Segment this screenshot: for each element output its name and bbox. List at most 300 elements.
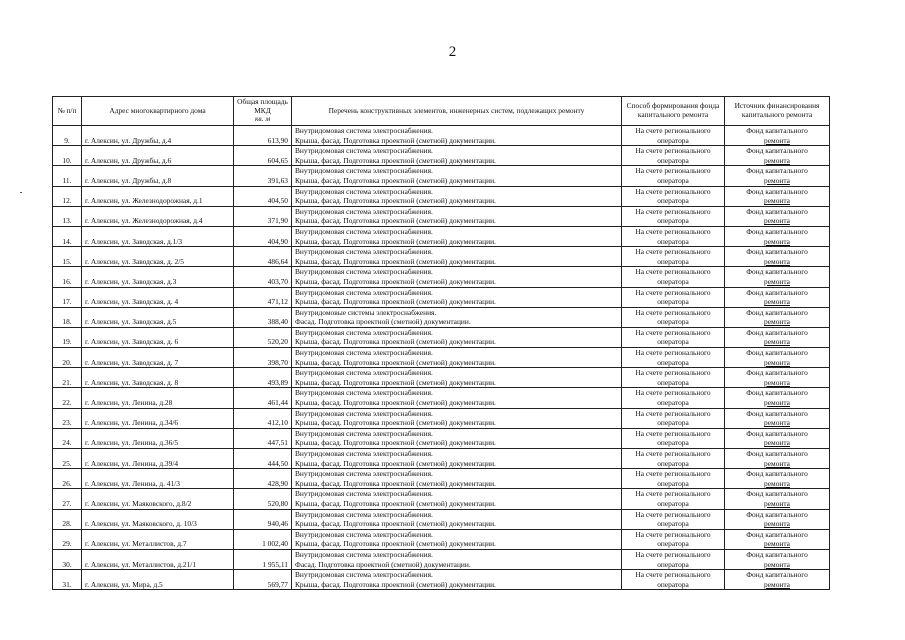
row-source bbox=[725, 509, 830, 529]
row-source bbox=[725, 327, 830, 347]
row-method bbox=[622, 529, 725, 549]
row-work-line-2: Крыша, фасад. Подготовка проектной (сметной) документации. bbox=[295, 478, 496, 488]
header-area-label: Общая площадь МКД bbox=[237, 97, 288, 115]
row-source bbox=[725, 287, 830, 307]
row-work-line-2: Фасад. Подготовка проектной (сметной) документации. bbox=[295, 559, 471, 569]
row-source bbox=[725, 186, 830, 206]
row-source-line-1: Фонд капитального bbox=[746, 327, 808, 337]
row-works bbox=[292, 327, 622, 347]
row-source bbox=[725, 166, 830, 186]
row-work-line-2: Крыша, фасад. Подготовка проектной (сметной) документации. bbox=[295, 337, 496, 347]
table-row bbox=[53, 146, 830, 166]
header-address: Адрес многоквартирного дома bbox=[82, 97, 234, 126]
row-method-line-1: На счете регионального bbox=[635, 408, 711, 418]
row-address: г. Алексин, ул. Заводская, д. 7 bbox=[82, 348, 234, 368]
row-work-line-1: Внутридомовая система электроснабжения. bbox=[295, 449, 433, 458]
row-works bbox=[292, 247, 622, 267]
row-source bbox=[725, 307, 830, 327]
row-work-line-1: Внутридомовая система электроснабжения. bbox=[295, 226, 433, 236]
row-address: г. Алексин, ул. Маяковского, д. 10/3 bbox=[82, 509, 234, 529]
row-source-line-2: ремонта bbox=[764, 175, 790, 185]
row-method bbox=[622, 408, 725, 428]
row-address: г. Алексин, ул. Заводская, д.1/3 bbox=[82, 226, 234, 246]
row-method bbox=[622, 226, 725, 246]
table-row bbox=[53, 348, 830, 368]
row-source-line-1: Фонд капитального bbox=[746, 166, 808, 176]
row-number: 31. bbox=[53, 570, 82, 590]
row-address: г. Алексин, ул. Ленина, д.39/4 bbox=[82, 449, 234, 469]
row-source-line-2: ремонта bbox=[764, 216, 790, 226]
row-area: 461,44 bbox=[234, 388, 292, 408]
row-address: г. Алексин, ул. Дружбы, д.6 bbox=[82, 146, 234, 166]
row-address: г. Алексин, ул. Заводская, д. 2/5 bbox=[82, 247, 234, 267]
row-source-line-2: ремонта bbox=[764, 478, 790, 488]
row-source-line-1: Фонд капитального bbox=[746, 267, 808, 277]
header-works: Перечень конструктивных элементов, инженерных систем, подлежащих ремонту bbox=[292, 97, 622, 126]
row-source bbox=[725, 267, 830, 287]
row-method-line-2: оператора bbox=[657, 135, 689, 145]
row-method-line-2: оператора bbox=[657, 559, 689, 569]
row-address: г. Алексин, ул. Железнодорожная, д.1 bbox=[82, 186, 234, 206]
row-method-line-2: оператора bbox=[657, 377, 689, 387]
row-number: 25. bbox=[53, 449, 82, 469]
row-works bbox=[292, 186, 622, 206]
row-method-line-1: На счете регионального bbox=[635, 247, 711, 257]
row-source bbox=[725, 408, 830, 428]
row-method bbox=[622, 469, 725, 489]
row-source bbox=[725, 489, 830, 509]
row-work-line-1: Внутридомовая система электроснабжения. bbox=[295, 570, 433, 580]
table-row bbox=[53, 529, 830, 549]
table-row bbox=[53, 428, 830, 448]
row-method bbox=[622, 166, 725, 186]
row-number: 29. bbox=[53, 529, 82, 549]
row-source-line-2: ремонта bbox=[764, 519, 790, 529]
row-area: 404,90 bbox=[234, 226, 292, 246]
row-work-line-2: Крыша, фасад. Подготовка проектной (сметной) документации. bbox=[295, 377, 496, 387]
row-work-line-1: Внутридомовая система электроснабжения. bbox=[295, 327, 433, 337]
table-row bbox=[53, 408, 830, 428]
row-number: 30. bbox=[53, 549, 82, 569]
row-area: 520,80 bbox=[234, 489, 292, 509]
row-method bbox=[622, 287, 725, 307]
row-source-line-2: ремонта bbox=[764, 196, 790, 206]
row-method-line-2: оператора bbox=[657, 297, 689, 307]
row-source bbox=[725, 549, 830, 569]
row-method-line-2: оператора bbox=[657, 256, 689, 266]
row-area: 404,50 bbox=[234, 186, 292, 206]
row-number: 13. bbox=[53, 206, 82, 226]
row-area: 428,90 bbox=[234, 469, 292, 489]
row-method bbox=[622, 449, 725, 469]
row-number: 27. bbox=[53, 489, 82, 509]
table-row bbox=[53, 549, 830, 569]
row-number: 15. bbox=[53, 247, 82, 267]
row-method-line-2: оператора bbox=[657, 398, 689, 408]
row-address: г. Алексин, ул. Заводская, д. 6 bbox=[82, 327, 234, 347]
row-address: г. Алексин, ул. Железнодорожная, д.4 bbox=[82, 206, 234, 226]
row-source bbox=[725, 388, 830, 408]
row-method-line-1: На счете регионального bbox=[635, 307, 711, 317]
row-source-line-2: ремонта bbox=[764, 559, 790, 569]
row-number: 19. bbox=[53, 327, 82, 347]
table-row bbox=[53, 126, 830, 146]
row-method-line-2: оператора bbox=[657, 539, 689, 549]
row-source-line-2: ремонта bbox=[764, 337, 790, 347]
row-work-line-1: Внутридомовая система электроснабжения. bbox=[295, 489, 433, 499]
row-source-line-2: ремонта bbox=[764, 276, 790, 286]
row-area: 1 955,11 bbox=[234, 549, 292, 569]
row-method-line-1: На счете регионального bbox=[635, 570, 711, 580]
row-number: 11. bbox=[53, 166, 82, 186]
row-source-line-2: ремонта bbox=[764, 236, 790, 246]
row-work-line-2: Крыша, фасад. Подготовка проектной (сметной) документации. bbox=[295, 236, 496, 246]
row-area: 940,46 bbox=[234, 509, 292, 529]
row-method bbox=[622, 186, 725, 206]
row-source-line-1: Фонд капитального bbox=[746, 449, 808, 458]
row-source bbox=[725, 570, 830, 590]
row-source-line-2: ремонта bbox=[764, 418, 790, 428]
row-source-line-2: ремонта bbox=[764, 438, 790, 448]
row-address: г. Алексин, ул. Заводская, д. 8 bbox=[82, 368, 234, 388]
row-work-line-1: Внутридомовая система электроснабжения. bbox=[295, 428, 433, 438]
row-number: 16. bbox=[53, 267, 82, 287]
row-method-line-2: оператора bbox=[657, 196, 689, 206]
header-method: Способ формирования фонда капитального ремонта bbox=[622, 97, 725, 126]
row-source bbox=[725, 206, 830, 226]
table-row bbox=[53, 327, 830, 347]
row-works bbox=[292, 166, 622, 186]
row-works bbox=[292, 388, 622, 408]
row-address: г. Алексин, ул. Металлистов, д.7 bbox=[82, 529, 234, 549]
row-work-line-2: Фасад. Подготовка проектной (сметной) документации. bbox=[295, 317, 471, 327]
row-area: 520,20 bbox=[234, 327, 292, 347]
row-work-line-2: Крыша, фасад. Подготовка проектной (сметной) документации. bbox=[295, 398, 496, 408]
row-source-line-1: Фонд капитального bbox=[746, 307, 808, 317]
row-address: г. Алексин, ул. Ленина, д.28 bbox=[82, 388, 234, 408]
row-work-line-1: Внутридомовая система электроснабжения. bbox=[295, 287, 433, 297]
row-work-line-1: Внутридомовая система электроснабжения. bbox=[295, 146, 433, 156]
row-method-line-2: оператора bbox=[657, 579, 689, 589]
row-source-line-2: ремонта bbox=[764, 377, 790, 387]
row-address: г. Алексин, ул. Заводская, д.3 bbox=[82, 267, 234, 287]
row-address: г. Алексин, ул. Ленина, д.34/6 bbox=[82, 408, 234, 428]
table-row bbox=[53, 166, 830, 186]
row-source bbox=[725, 348, 830, 368]
row-source bbox=[725, 529, 830, 549]
table-row bbox=[53, 287, 830, 307]
row-source-line-1: Фонд капитального bbox=[746, 549, 808, 559]
row-area: 398,70 bbox=[234, 348, 292, 368]
row-area: 371,90 bbox=[234, 206, 292, 226]
row-works bbox=[292, 570, 622, 590]
row-works bbox=[292, 529, 622, 549]
row-area: 1 002,40 bbox=[234, 529, 292, 549]
row-source-line-2: ремонта bbox=[764, 458, 790, 468]
row-work-line-2: Крыша, фасад. Подготовка проектной (сметной) документации. bbox=[295, 297, 496, 307]
row-number: 26. bbox=[53, 469, 82, 489]
row-method bbox=[622, 388, 725, 408]
row-source-line-1: Фонд капитального bbox=[746, 247, 808, 257]
header-area-unit: кв. м bbox=[254, 114, 271, 124]
row-method bbox=[622, 307, 725, 327]
row-works bbox=[292, 206, 622, 226]
row-method-line-1: На счете регионального bbox=[635, 348, 711, 358]
row-method-line-1: На счете регионального bbox=[635, 368, 711, 378]
row-area: 403,70 bbox=[234, 267, 292, 287]
row-method bbox=[622, 126, 725, 146]
row-source-line-2: ремонта bbox=[764, 357, 790, 367]
row-method-line-1: На счете регионального bbox=[635, 549, 711, 559]
row-work-line-1: Внутридомовая система электроснабжения. bbox=[295, 267, 433, 277]
row-works bbox=[292, 307, 622, 327]
row-area: 604,65 bbox=[234, 146, 292, 166]
row-source-line-1: Фонд капитального bbox=[746, 428, 808, 438]
row-source-line-2: ремонта bbox=[764, 297, 790, 307]
row-method bbox=[622, 509, 725, 529]
row-work-line-1: Внутридомовая система электроснабжения. bbox=[295, 247, 433, 257]
row-works bbox=[292, 489, 622, 509]
row-method bbox=[622, 428, 725, 448]
row-number: 9. bbox=[53, 126, 82, 146]
row-work-line-2: Крыша, фасад. Подготовка проектной (сметной) документации. bbox=[295, 519, 496, 529]
row-work-line-2: Крыша, фасад. Подготовка проектной (сметной) документации. bbox=[295, 539, 496, 549]
row-method-line-1: На счете регионального bbox=[635, 287, 711, 297]
row-number: 17. bbox=[53, 287, 82, 307]
row-method-line-1: На счете регионального bbox=[635, 186, 711, 196]
row-method-line-2: оператора bbox=[657, 175, 689, 185]
row-work-line-2: Крыша, фасад. Подготовка проектной (сметной) документации. bbox=[295, 155, 496, 165]
row-method-line-1: На счете регионального bbox=[635, 126, 711, 135]
row-address: г. Алексин, ул. Ленина, д.36/5 bbox=[82, 428, 234, 448]
row-source-line-1: Фонд капитального bbox=[746, 570, 808, 580]
row-area: 412,10 bbox=[234, 408, 292, 428]
row-source-line-1: Фонд капитального bbox=[746, 287, 808, 297]
row-method-line-2: оператора bbox=[657, 478, 689, 488]
row-source bbox=[725, 146, 830, 166]
row-method bbox=[622, 348, 725, 368]
row-method-line-1: На счете регионального bbox=[635, 529, 711, 539]
row-method-line-1: На счете регионального bbox=[635, 226, 711, 236]
row-work-line-2: Крыша, фасад. Подготовка проектной (сметной) документации. bbox=[295, 175, 496, 185]
row-method-line-2: оператора bbox=[657, 458, 689, 468]
row-work-line-2: Крыша, фасад. Подготовка проектной (сметной) документации. bbox=[295, 458, 496, 468]
row-works bbox=[292, 428, 622, 448]
row-method bbox=[622, 267, 725, 287]
table-row bbox=[53, 226, 830, 246]
row-source-line-2: ремонта bbox=[764, 135, 790, 145]
row-method-line-2: оператора bbox=[657, 418, 689, 428]
row-address: г. Алексин, ул. Заводская, д.5 bbox=[82, 307, 234, 327]
row-work-line-2: Крыша, фасад. Подготовка проектной (сметной) документации. bbox=[295, 438, 496, 448]
table-header-row bbox=[53, 97, 830, 126]
table-row bbox=[53, 570, 830, 590]
row-work-line-1: Внутридомовая система электроснабжения. bbox=[295, 388, 433, 398]
row-source bbox=[725, 126, 830, 146]
row-source bbox=[725, 368, 830, 388]
row-number: 28. bbox=[53, 509, 82, 529]
row-method-line-1: На счете регионального bbox=[635, 206, 711, 216]
row-works bbox=[292, 267, 622, 287]
row-method-line-2: оператора bbox=[657, 519, 689, 529]
row-address: г. Алексин, ул. Дружбы, д.4 bbox=[82, 126, 234, 146]
row-works bbox=[292, 348, 622, 368]
row-source-line-1: Фонд капитального bbox=[746, 348, 808, 358]
row-source-line-1: Фонд капитального bbox=[746, 206, 808, 216]
row-work-line-1: Внутридомовые системы электроснабжения. bbox=[295, 307, 437, 317]
row-works bbox=[292, 287, 622, 307]
row-work-line-1: Внутридомовая система электроснабжения. bbox=[295, 126, 433, 135]
row-work-line-2: Крыша, фасад. Подготовка проектной (сметной) документации. bbox=[295, 135, 496, 145]
row-method-line-1: На счете регионального bbox=[635, 469, 711, 479]
row-address: г. Алексин, ул. Маяковского, д.8/2 bbox=[82, 489, 234, 509]
row-source-line-2: ремонта bbox=[764, 579, 790, 589]
table-row bbox=[53, 388, 830, 408]
row-work-line-1: Внутридомовая система электроснабжения. bbox=[295, 469, 433, 479]
row-number: 24. bbox=[53, 428, 82, 448]
row-work-line-1: Внутридомовая система электроснабжения. bbox=[295, 348, 433, 358]
row-source-line-1: Фонд капитального bbox=[746, 489, 808, 499]
row-work-line-1: Внутридомовая система электроснабжения. bbox=[295, 206, 433, 216]
row-area: 388,40 bbox=[234, 307, 292, 327]
row-area: 447,51 bbox=[234, 428, 292, 448]
row-method-line-1: На счете регионального bbox=[635, 509, 711, 519]
row-source-line-2: ремонта bbox=[764, 317, 790, 327]
row-area: 613,90 bbox=[234, 126, 292, 146]
row-method bbox=[622, 146, 725, 166]
row-number: 12. bbox=[53, 186, 82, 206]
row-work-line-1: Внутридомовая система электроснабжения. bbox=[295, 186, 433, 196]
table-row bbox=[53, 509, 830, 529]
row-address: г. Алексин, ул. Ленина, д. 41/3 bbox=[82, 469, 234, 489]
row-source-line-1: Фонд капитального bbox=[746, 529, 808, 539]
row-works bbox=[292, 469, 622, 489]
row-area: 493,89 bbox=[234, 368, 292, 388]
row-work-line-2: Крыша, фасад. Подготовка проектной (сметной) документации. bbox=[295, 579, 496, 589]
row-method bbox=[622, 368, 725, 388]
table-row bbox=[53, 307, 830, 327]
row-works bbox=[292, 146, 622, 166]
row-works bbox=[292, 226, 622, 246]
row-address: г. Алексин, ул. Металлистов, д.21/1 bbox=[82, 549, 234, 569]
row-number: 22. bbox=[53, 388, 82, 408]
row-source-line-2: ремонта bbox=[764, 398, 790, 408]
row-source-line-2: ремонта bbox=[764, 498, 790, 508]
table-row bbox=[53, 186, 830, 206]
row-area: 391,63 bbox=[234, 166, 292, 186]
row-method bbox=[622, 327, 725, 347]
row-method-line-1: На счете регионального bbox=[635, 449, 711, 458]
row-source bbox=[725, 449, 830, 469]
row-method-line-1: На счете регионального bbox=[635, 327, 711, 337]
table-row bbox=[53, 206, 830, 226]
row-method-line-2: оператора bbox=[657, 276, 689, 286]
row-source-line-1: Фонд капитального bbox=[746, 368, 808, 378]
row-source bbox=[725, 428, 830, 448]
row-source-line-2: ремонта bbox=[764, 155, 790, 165]
row-works bbox=[292, 408, 622, 428]
row-source bbox=[725, 247, 830, 267]
row-work-line-2: Крыша, фасад. Подготовка проектной (сметной) документации. bbox=[295, 256, 496, 266]
row-method bbox=[622, 206, 725, 226]
row-number: 18. bbox=[53, 307, 82, 327]
row-method bbox=[622, 570, 725, 590]
repair-registry-table bbox=[52, 96, 830, 590]
table-row bbox=[53, 449, 830, 469]
row-area: 471,12 bbox=[234, 287, 292, 307]
row-method bbox=[622, 549, 725, 569]
row-work-line-2: Крыша, фасад. Подготовка проектной (сметной) документации. bbox=[295, 418, 496, 428]
row-number: 10. bbox=[53, 146, 82, 166]
row-works bbox=[292, 549, 622, 569]
row-work-line-1: Внутридомовая система электроснабжения. bbox=[295, 166, 433, 176]
row-works bbox=[292, 509, 622, 529]
row-source-line-1: Фонд капитального bbox=[746, 408, 808, 418]
row-area: 569,77 bbox=[234, 570, 292, 590]
row-method-line-1: На счете регионального bbox=[635, 428, 711, 438]
row-works bbox=[292, 126, 622, 146]
row-number: 20. bbox=[53, 348, 82, 368]
row-address: г. Алексин, ул. Мира, д.5 bbox=[82, 570, 234, 590]
header-area bbox=[234, 97, 292, 126]
row-method-line-2: оператора bbox=[657, 236, 689, 246]
row-source-line-1: Фонд капитального bbox=[746, 186, 808, 196]
table-row bbox=[53, 267, 830, 287]
row-method-line-2: оператора bbox=[657, 216, 689, 226]
row-work-line-1: Внутридомовая система электроснабжения. bbox=[295, 549, 433, 559]
row-source-line-2: ремонта bbox=[764, 539, 790, 549]
page-number: 2 bbox=[448, 44, 457, 60]
row-address: г. Алексин, ул. Дружбы, д.8 bbox=[82, 166, 234, 186]
row-works bbox=[292, 368, 622, 388]
row-source-line-2: ремонта bbox=[764, 256, 790, 266]
row-number: 21. bbox=[53, 368, 82, 388]
row-address: г. Алексин, ул. Заводская, д. 4 bbox=[82, 287, 234, 307]
row-method-line-1: На счете регионального bbox=[635, 267, 711, 277]
row-work-line-1: Внутридомовая система электроснабжения. bbox=[295, 368, 433, 378]
row-source-line-1: Фонд капитального bbox=[746, 469, 808, 479]
row-method-line-2: оператора bbox=[657, 155, 689, 165]
row-method-line-1: На счете регионального bbox=[635, 166, 711, 176]
row-source bbox=[725, 469, 830, 489]
table-row bbox=[53, 469, 830, 489]
row-method bbox=[622, 247, 725, 267]
row-method-line-1: На счете регионального bbox=[635, 489, 711, 499]
row-method bbox=[622, 489, 725, 509]
scan-artifact bbox=[20, 192, 22, 193]
row-work-line-2: Крыша, фасад. Подготовка проектной (сметной) документации. bbox=[295, 357, 496, 367]
row-number: 14. bbox=[53, 226, 82, 246]
row-source-line-1: Фонд капитального bbox=[746, 226, 808, 236]
row-work-line-2: Крыша, фасад. Подготовка проектной (сметной) документации. bbox=[295, 196, 496, 206]
row-method-line-2: оператора bbox=[657, 498, 689, 508]
row-method-line-1: На счете регионального bbox=[635, 146, 711, 156]
row-works bbox=[292, 449, 622, 469]
row-source-line-1: Фонд капитального bbox=[746, 509, 808, 519]
row-source-line-1: Фонд капитального bbox=[746, 126, 808, 135]
row-work-line-1: Внутридомовая система электроснабжения. bbox=[295, 509, 433, 519]
row-work-line-1: Внутридомовая система электроснабжения. bbox=[295, 408, 433, 418]
row-method-line-2: оператора bbox=[657, 357, 689, 367]
table-row bbox=[53, 247, 830, 267]
row-area: 444,50 bbox=[234, 449, 292, 469]
table-row bbox=[53, 489, 830, 509]
row-work-line-2: Крыша, фасад. Подготовка проектной (сметной) документации. bbox=[295, 498, 496, 508]
row-work-line-2: Крыша, фасад. Подготовка проектной (сметной) документации. bbox=[295, 276, 496, 286]
row-source bbox=[725, 226, 830, 246]
table-row bbox=[53, 368, 830, 388]
row-method-line-2: оператора bbox=[657, 438, 689, 448]
